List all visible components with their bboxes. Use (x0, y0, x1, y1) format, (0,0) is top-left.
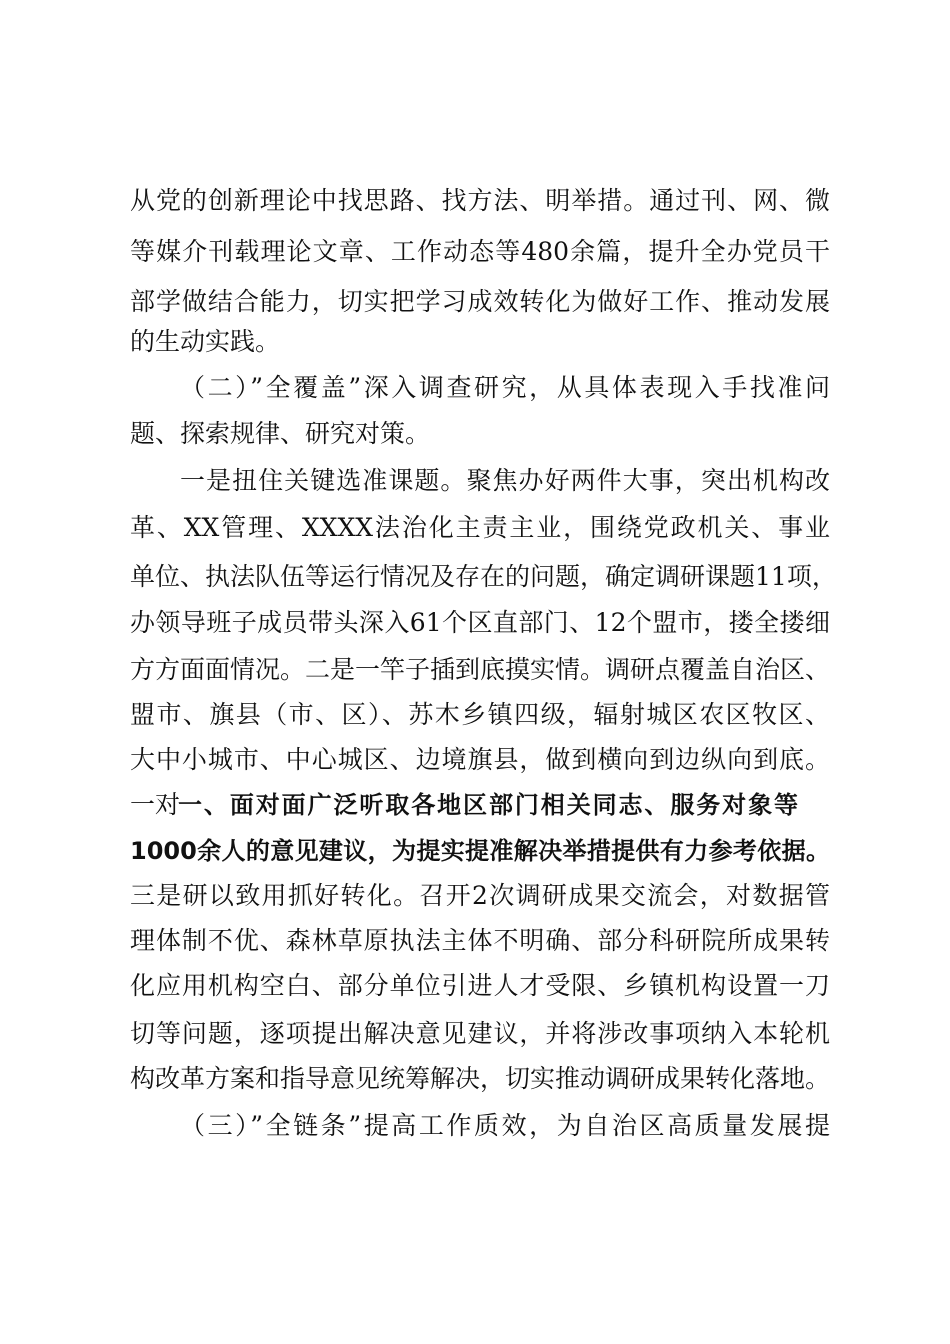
paragraph-line: 单位、执法队伍等运行情况及存在的问题，确定调研课题11项， (130, 562, 837, 591)
paragraph-line: 从党的创新理论中找思路、找方法、明举措。通过刊、网、微 (130, 186, 830, 215)
paragraph-line: 大中小城市、中心城区、边境旗县，做到横向到边纵向到底。 (130, 745, 830, 774)
paragraph-line: 方方面面情况。二是一竿子插到底摸实情。调研点覆盖自治区、 (130, 655, 831, 684)
paragraph-line: 切等问题，逐项提出解决意见建议，并将涉改事项纳入本轮机 (130, 1019, 830, 1048)
paragraph-line: 的生动实践。 (130, 327, 281, 356)
paragraph-line: 办领导班子成员带头深入61个区直部门、12个盟市，搂全搂细 (130, 608, 830, 637)
emphasis-line: 1000余人的意见建议，为提实提准解决举措提供有力参考依据。 (130, 837, 830, 865)
paragraph-line: 一是扭住关键选准课题。聚焦办好两件大事，突出机构改 (180, 466, 830, 495)
section-heading: （三）”全链条”提高工作质效，为自治区高质量发展提 (180, 1111, 830, 1140)
paragraph-line: 三是研以致用抓好转化。召开2次调研成果交流会，对数据管 (130, 881, 830, 910)
section-heading: 题、探索规律、研究对策。 (130, 419, 431, 448)
section-heading: （二）”全覆盖”深入调查研究，从具体表现入手找准问 (180, 373, 830, 402)
paragraph-line: 盟市、旗县（市、区）、苏木乡镇四级，辐射城区农区牧区、 (130, 700, 830, 729)
paragraph-line: 部学做结合能力，切实把学习成效转化为做好工作、推动发展 (130, 287, 830, 316)
paragraph-line: 理体制不优、森林草原执法主体不明确、部分科研院所成果转 (130, 926, 830, 955)
paragraph-line: 一对 (130, 790, 181, 819)
paragraph-line: 革、XX管理、XXXX法治化主责主业，围绕党政机关、事业 (130, 513, 830, 542)
paragraph-line: 构改革方案和指导意见统筹解决，切实推动调研成果转化落地。 (130, 1064, 831, 1093)
paragraph-line: 化应用机构空白、部分单位引进人才受限、乡镇机构设置一刀 (130, 971, 830, 1000)
emphasis-line: 一、面对面广泛听取各地区部门相关同志、服务对象等 (178, 791, 798, 819)
paragraph-line: 等媒介刊载理论文章、工作动态等480余篇，提升全办党员干 (130, 237, 830, 266)
